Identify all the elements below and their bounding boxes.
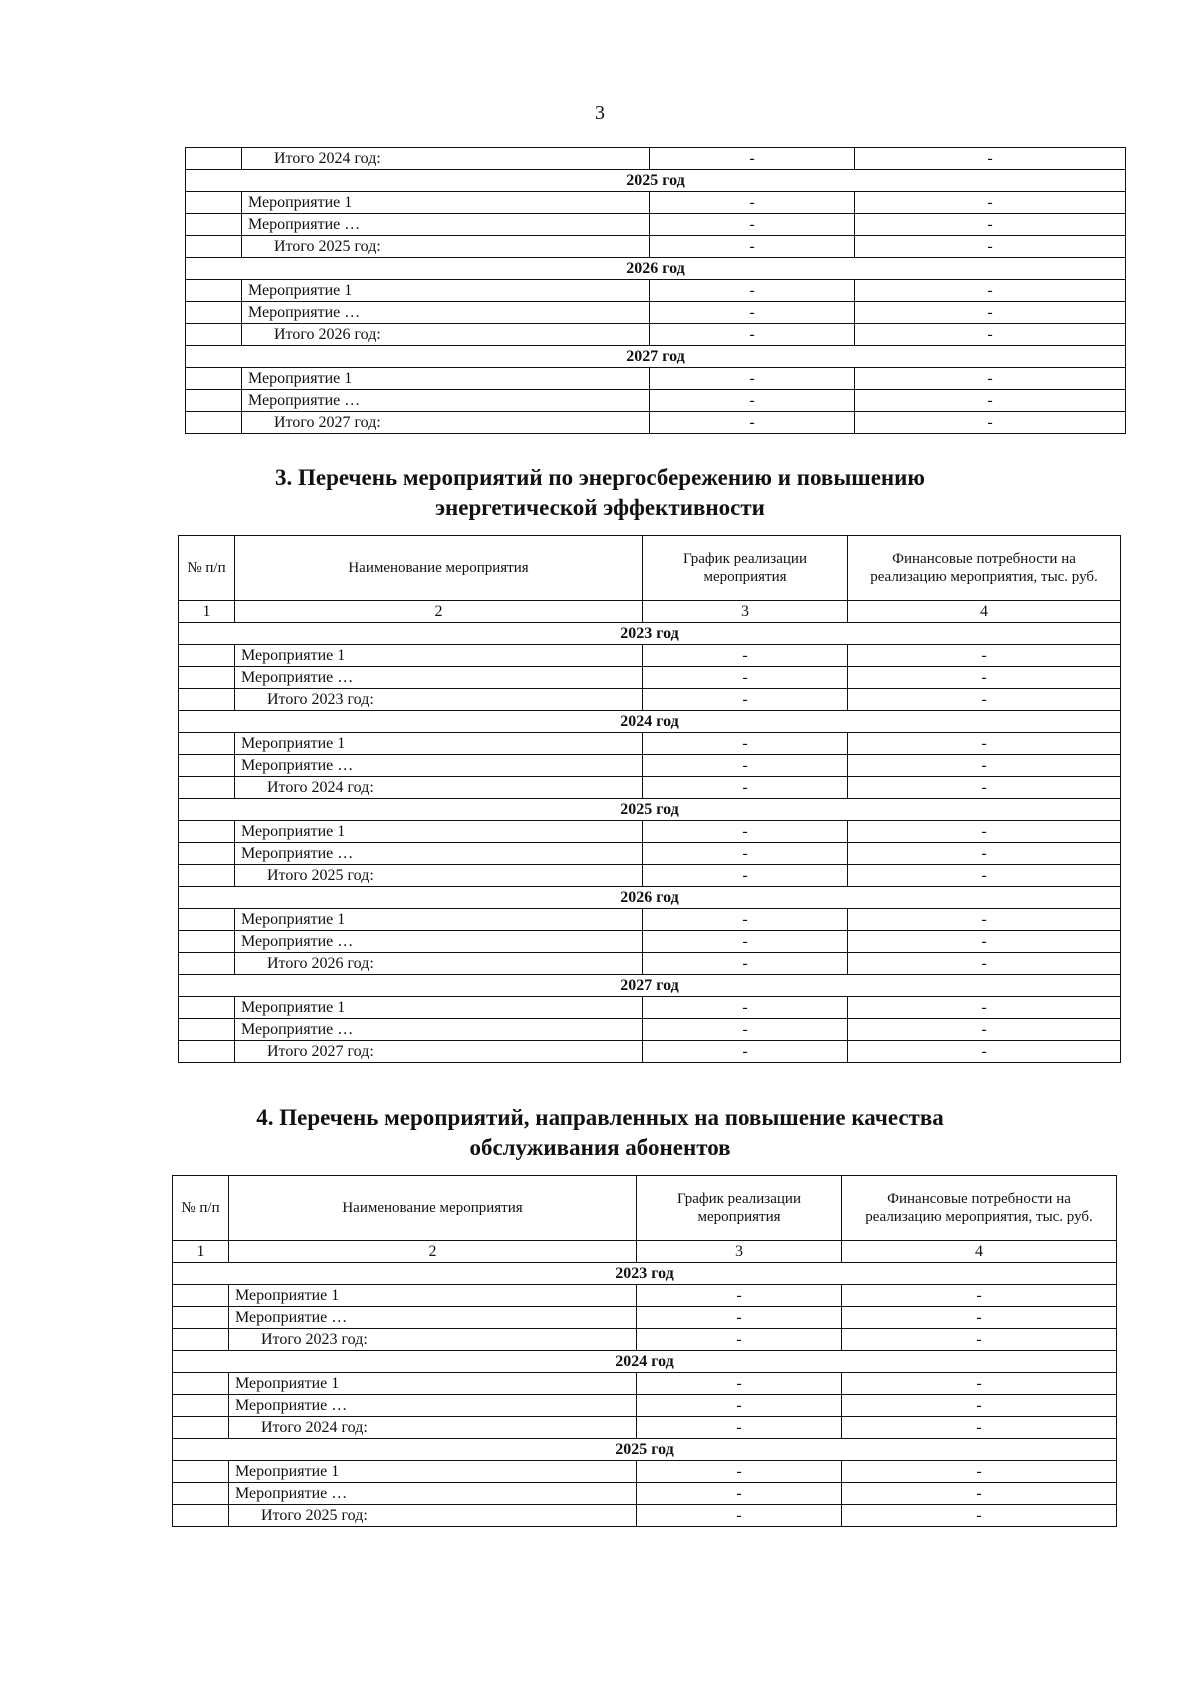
total-label: Итого 2025 год:: [242, 236, 650, 258]
schedule-cell: -: [637, 1461, 842, 1483]
total-row: [186, 236, 1126, 258]
total-label: Итого 2027 год:: [235, 1041, 643, 1063]
activity-name: Мероприятие 1: [235, 997, 643, 1019]
activity-row: [179, 821, 1121, 843]
table-header-row: [173, 1176, 1117, 1241]
schedule-cell: -: [643, 777, 848, 799]
year-row: [173, 1351, 1117, 1373]
finance-cell: -: [842, 1483, 1117, 1505]
table-body: [173, 1176, 1117, 1527]
row-number-cell: [186, 148, 242, 170]
year-row: [186, 170, 1126, 192]
header-number: № п/п: [173, 1176, 229, 1241]
column-number: 4: [848, 601, 1121, 623]
finance-cell: -: [848, 1019, 1121, 1041]
row-number-cell: [173, 1395, 229, 1417]
header-finance: Финансовые потребности на реализацию мероприятия, тыс. руб.: [848, 536, 1121, 601]
year-row: [186, 346, 1126, 368]
total-row: [186, 324, 1126, 346]
activities-table-continuation: [185, 147, 1126, 434]
finance-cell: -: [848, 865, 1121, 887]
column-number: 2: [229, 1241, 637, 1263]
row-number-cell: [179, 733, 235, 755]
activity-name: Мероприятие 1: [235, 821, 643, 843]
schedule-cell: -: [643, 953, 848, 975]
activity-row: [179, 997, 1121, 1019]
header-schedule: График реализации мероприятия: [637, 1176, 842, 1241]
total-row: [173, 1329, 1117, 1351]
schedule-cell: -: [643, 645, 848, 667]
total-row: [179, 1041, 1121, 1063]
row-number-cell: [186, 214, 242, 236]
header-number: № п/п: [179, 536, 235, 601]
activity-name: Мероприятие 1: [242, 192, 650, 214]
row-number-cell: [186, 302, 242, 324]
schedule-cell: -: [650, 280, 855, 302]
activity-row: [179, 931, 1121, 953]
schedule-cell: -: [637, 1329, 842, 1351]
row-number-cell: [186, 412, 242, 434]
row-number-cell: [179, 997, 235, 1019]
finance-cell: -: [848, 777, 1121, 799]
schedule-cell: -: [650, 148, 855, 170]
finance-cell: -: [855, 192, 1126, 214]
year-label: 2027 год: [179, 975, 1121, 997]
activity-name: Мероприятие 1: [235, 645, 643, 667]
schedule-cell: -: [637, 1307, 842, 1329]
finance-cell: -: [855, 236, 1126, 258]
table-body: [179, 536, 1121, 1063]
column-number: 2: [235, 601, 643, 623]
schedule-cell: -: [643, 733, 848, 755]
activity-name: Мероприятие …: [235, 1019, 643, 1041]
year-label: 2025 год: [179, 799, 1121, 821]
row-number-cell: [173, 1373, 229, 1395]
row-number-cell: [173, 1505, 229, 1527]
activity-row: [173, 1461, 1117, 1483]
total-label: Итого 2025 год:: [235, 865, 643, 887]
activity-row: [173, 1307, 1117, 1329]
total-label: Итого 2024 год:: [229, 1417, 637, 1439]
year-row: [179, 711, 1121, 733]
section-3-title: [0, 463, 1200, 523]
activity-name: Мероприятие …: [242, 214, 650, 236]
activity-name: Мероприятие 1: [235, 733, 643, 755]
activity-name: Мероприятие 1: [242, 280, 650, 302]
schedule-cell: -: [650, 302, 855, 324]
year-label: 2023 год: [173, 1263, 1117, 1285]
activity-name: Мероприятие 1: [229, 1285, 637, 1307]
total-row: [179, 865, 1121, 887]
finance-cell: -: [842, 1285, 1117, 1307]
total-row: [173, 1417, 1117, 1439]
finance-cell: -: [842, 1395, 1117, 1417]
activity-row: [179, 755, 1121, 777]
row-number-cell: [186, 192, 242, 214]
activity-row: [173, 1285, 1117, 1307]
activity-row: [186, 368, 1126, 390]
schedule-cell: -: [650, 390, 855, 412]
schedule-cell: -: [637, 1373, 842, 1395]
row-number-cell: [173, 1483, 229, 1505]
row-number-cell: [179, 865, 235, 887]
header-schedule: График реализации мероприятия: [643, 536, 848, 601]
header-finance: Финансовые потребности на реализацию мероприятия, тыс. руб.: [842, 1176, 1117, 1241]
column-number: 3: [637, 1241, 842, 1263]
column-number: 4: [842, 1241, 1117, 1263]
activity-row: [186, 302, 1126, 324]
schedule-cell: -: [637, 1483, 842, 1505]
row-number-cell: [173, 1307, 229, 1329]
year-row: [179, 799, 1121, 821]
row-number-cell: [186, 236, 242, 258]
schedule-cell: -: [637, 1417, 842, 1439]
finance-cell: -: [842, 1373, 1117, 1395]
activity-row: [179, 1019, 1121, 1041]
row-number-cell: [179, 689, 235, 711]
activity-row: [179, 909, 1121, 931]
finance-cell: -: [848, 953, 1121, 975]
activity-name: Мероприятие …: [229, 1307, 637, 1329]
column-number: 1: [179, 601, 235, 623]
finance-cell: -: [848, 931, 1121, 953]
row-number-cell: [173, 1285, 229, 1307]
row-number-cell: [179, 755, 235, 777]
row-number-cell: [173, 1461, 229, 1483]
section-4-title-line-2: обслуживания абонентов: [469, 1135, 731, 1160]
activity-name: Мероприятие 1: [242, 368, 650, 390]
schedule-cell: -: [650, 192, 855, 214]
row-number-cell: [173, 1417, 229, 1439]
activity-row: [186, 214, 1126, 236]
table-body: [186, 148, 1126, 434]
activity-name: Мероприятие 1: [229, 1461, 637, 1483]
finance-cell: -: [855, 412, 1126, 434]
total-label: Итого 2024 год:: [242, 148, 650, 170]
activity-name: Мероприятие 1: [229, 1373, 637, 1395]
row-number-cell: [179, 777, 235, 799]
year-label: 2026 год: [186, 258, 1126, 280]
year-row: [179, 975, 1121, 997]
activity-row: [173, 1483, 1117, 1505]
finance-cell: -: [848, 667, 1121, 689]
schedule-cell: -: [643, 843, 848, 865]
total-row: [186, 412, 1126, 434]
activity-row: [173, 1373, 1117, 1395]
table-header-row: [179, 536, 1121, 601]
finance-cell: -: [855, 324, 1126, 346]
row-number-cell: [179, 645, 235, 667]
year-row: [173, 1439, 1117, 1461]
row-number-cell: [179, 953, 235, 975]
total-label: Итого 2024 год:: [235, 777, 643, 799]
total-row: [179, 953, 1121, 975]
row-number-cell: [186, 280, 242, 302]
row-number-cell: [179, 931, 235, 953]
total-row: [179, 777, 1121, 799]
activity-row: [179, 733, 1121, 755]
header-name: Наименование мероприятия: [235, 536, 643, 601]
column-number-row: [173, 1241, 1117, 1263]
total-row: [186, 148, 1126, 170]
energy-saving-table: [178, 535, 1121, 1063]
finance-cell: -: [848, 843, 1121, 865]
row-number-cell: [179, 821, 235, 843]
column-number: 1: [173, 1241, 229, 1263]
year-label: 2027 год: [186, 346, 1126, 368]
row-number-cell: [179, 1019, 235, 1041]
year-row: [186, 258, 1126, 280]
row-number-cell: [186, 390, 242, 412]
finance-cell: -: [855, 368, 1126, 390]
year-label: 2025 год: [186, 170, 1126, 192]
year-label: 2024 год: [179, 711, 1121, 733]
activity-row: [186, 280, 1126, 302]
schedule-cell: -: [643, 1019, 848, 1041]
schedule-cell: -: [643, 997, 848, 1019]
total-label: Итого 2027 год:: [242, 412, 650, 434]
finance-cell: -: [842, 1329, 1117, 1351]
schedule-cell: -: [637, 1505, 842, 1527]
service-quality-table: [172, 1175, 1117, 1527]
finance-cell: -: [855, 302, 1126, 324]
finance-cell: -: [848, 1041, 1121, 1063]
finance-cell: -: [848, 821, 1121, 843]
year-label: 2025 год: [173, 1439, 1117, 1461]
column-number-row: [179, 601, 1121, 623]
finance-cell: -: [842, 1461, 1117, 1483]
activity-name: Мероприятие …: [242, 390, 650, 412]
row-number-cell: [179, 1041, 235, 1063]
activity-name: Мероприятие …: [229, 1395, 637, 1417]
activity-name: Мероприятие …: [235, 843, 643, 865]
year-row: [179, 623, 1121, 645]
activity-row: [173, 1395, 1117, 1417]
activity-name: Мероприятие …: [235, 931, 643, 953]
activity-name: Мероприятие …: [235, 755, 643, 777]
header-name: Наименование мероприятия: [229, 1176, 637, 1241]
activity-row: [179, 667, 1121, 689]
activity-row: [179, 645, 1121, 667]
finance-cell: -: [848, 689, 1121, 711]
activity-name: Мероприятие …: [242, 302, 650, 324]
row-number-cell: [179, 909, 235, 931]
total-row: [173, 1505, 1117, 1527]
activity-name: Мероприятие …: [235, 667, 643, 689]
schedule-cell: -: [650, 236, 855, 258]
total-label: Итого 2025 год:: [229, 1505, 637, 1527]
schedule-cell: -: [643, 909, 848, 931]
activity-name: Мероприятие …: [229, 1483, 637, 1505]
schedule-cell: -: [650, 214, 855, 236]
finance-cell: -: [855, 214, 1126, 236]
schedule-cell: -: [643, 865, 848, 887]
schedule-cell: -: [643, 755, 848, 777]
finance-cell: -: [848, 733, 1121, 755]
finance-cell: -: [855, 390, 1126, 412]
total-label: Итого 2023 год:: [235, 689, 643, 711]
activity-row: [186, 192, 1126, 214]
column-number: 3: [643, 601, 848, 623]
finance-cell: -: [855, 280, 1126, 302]
year-row: [179, 887, 1121, 909]
total-label: Итого 2026 год:: [242, 324, 650, 346]
finance-cell: -: [842, 1505, 1117, 1527]
row-number-cell: [179, 667, 235, 689]
schedule-cell: -: [650, 324, 855, 346]
row-number-cell: [179, 843, 235, 865]
activity-row: [186, 390, 1126, 412]
total-label: Итого 2026 год:: [235, 953, 643, 975]
total-label: Итого 2023 год:: [229, 1329, 637, 1351]
schedule-cell: -: [643, 689, 848, 711]
finance-cell: -: [848, 755, 1121, 777]
year-label: 2026 год: [179, 887, 1121, 909]
finance-cell: -: [842, 1307, 1117, 1329]
schedule-cell: -: [637, 1395, 842, 1417]
schedule-cell: -: [643, 667, 848, 689]
activity-row: [179, 843, 1121, 865]
schedule-cell: -: [643, 1041, 848, 1063]
finance-cell: -: [855, 148, 1126, 170]
finance-cell: -: [848, 909, 1121, 931]
page-number: 3: [595, 102, 605, 124]
year-label: 2024 год: [173, 1351, 1117, 1373]
year-row: [173, 1263, 1117, 1285]
activity-name: Мероприятие 1: [235, 909, 643, 931]
schedule-cell: -: [637, 1285, 842, 1307]
row-number-cell: [186, 368, 242, 390]
row-number-cell: [186, 324, 242, 346]
finance-cell: -: [848, 997, 1121, 1019]
schedule-cell: -: [650, 412, 855, 434]
section-4-title-line-1: 4. Перечень мероприятий, направленных на повышение качества: [256, 1105, 944, 1130]
section-4-title: [0, 1103, 1200, 1163]
section-3-title-line-2: энергетической эффективности: [435, 495, 765, 520]
total-row: [179, 689, 1121, 711]
finance-cell: -: [848, 645, 1121, 667]
row-number-cell: [173, 1329, 229, 1351]
year-label: 2023 год: [179, 623, 1121, 645]
schedule-cell: -: [643, 931, 848, 953]
schedule-cell: -: [643, 821, 848, 843]
schedule-cell: -: [650, 368, 855, 390]
finance-cell: -: [842, 1417, 1117, 1439]
section-3-title-line-1: 3. Перечень мероприятий по энергосбережению и повышению: [275, 465, 925, 490]
